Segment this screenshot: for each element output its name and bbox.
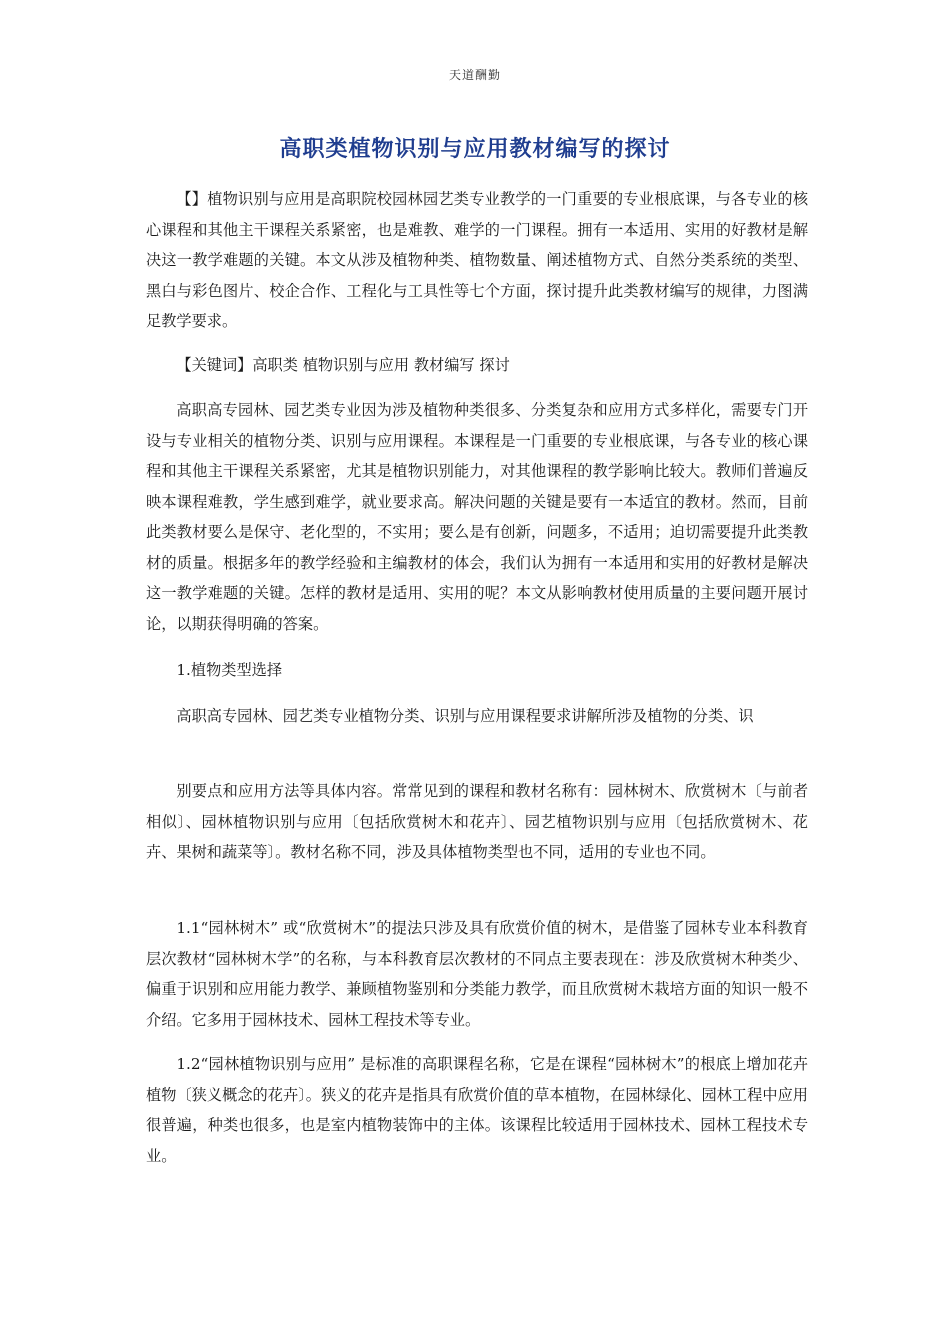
subsection-1-2-paragraph: 1.2“园林植物识别与应用” 是标准的高职课程名称，它是在课程“园林树木”的根底上增加花卉植物〔狭义概念的花卉〕。狭义的花卉是指具有欣赏价值的草本植物，在园林绿化、园林工程中应用很普遍，种类也很多，也是室内植物装饰中的主体。该课程比较适用于园林技术、园林工程技术专业。 xyxy=(146,1055,808,1165)
section-intro-paragraph: 高职高专园林、园艺类专业植物分类、识别与应用课程要求讲解所涉及植物的分类、识 xyxy=(176,707,754,725)
section-heading: 1.植物类型选择 xyxy=(176,661,283,679)
abstract-block xyxy=(146,184,808,337)
abstract-paragraph: 【】植物识别与应用是高职院校园林园艺类专业教学的一门重要的专业根底课，与各专业的核心课程和其他主干课程关系紧密，也是难教、难学的一门课程。拥有一本适用、实用的好教材是解决这一教学难题的关键。本文从涉及植物种类、植物数量、阐述植物方式、自然分类系统的类型、黑白与彩色图片、校企合作、工程化与工具性等七个方面，探讨提升此类教材编写的规律，力图满足教学要求。 xyxy=(146,190,808,330)
subsection-1-1-block xyxy=(146,913,808,1035)
section-heading-block xyxy=(146,655,808,686)
course-names-paragraph: 别要点和应用方法等具体内容。常常见到的课程和教材名称有：园林树木、欣赏树木〔与前者相似〕、园林植物识别与应用〔包括欣赏树木和花卉〕、园艺植物识别与应用〔包括欣赏树木、花卉、果树和蔬菜等〕。教材名称不同，涉及具体植物类型也不同，适用的专业也不同。 xyxy=(146,782,808,861)
intro-paragraph: 高职高专园林、园艺类专业因为涉及植物种类很多、分类复杂和应用方式多样化，需要专门开设与专业相关的植物分类、识别与应用课程。本课程是一门重要的专业根底课，与各专业的核心课程和其他主干课程关系紧密，尤其是植物识别能力，对其他课程的教学影响比较大。教师们普遍反映本课程难教，学生感到难学，就业要求高。解决问题的关键是要有一本适宜的教材。然而，目前此类教材要么是保守、老化型的，不实用；要么是有创新，问题多，不适用；迫切需要提升此类教材的质量。根据多年的教学经验和主编教材的体会，我们认为拥有一本适用和实用的好教材是解决这一教学难题的关键。怎样的教材是适用、实用的呢？本文从影响教材使用质量的主要问题开展讨论，以期获得明确的答案。 xyxy=(146,401,808,633)
intro-block xyxy=(146,395,808,639)
subsection-1-1-paragraph: 1.1“园林树木” 或“欣赏树木”的提法只涉及具有欣赏价值的树木，是借鉴了园林专业本科教育层次教材“园林树木学”的名称，与本科教育层次教材的不同点主要表现在：涉及欣赏树木种类少、偏重于识别和应用能力教学、兼顾植物鉴别和分类能力教学，而且欣赏树木栽培方面的知识一般不介绍。它多用于园林技术、园林工程技术等专业。 xyxy=(146,919,808,1029)
keywords-paragraph: 【关键词】高职类 植物识别与应用 教材编写 探讨 xyxy=(176,356,510,374)
keywords-block xyxy=(146,350,808,381)
section-intro-block xyxy=(146,701,808,732)
document-title: 高职类植物识别与应用教材编写的探讨 xyxy=(279,137,671,162)
course-names-block xyxy=(146,776,808,868)
subsection-1-2-block xyxy=(146,1049,808,1171)
page-header: 天道酬勤 xyxy=(448,68,501,82)
